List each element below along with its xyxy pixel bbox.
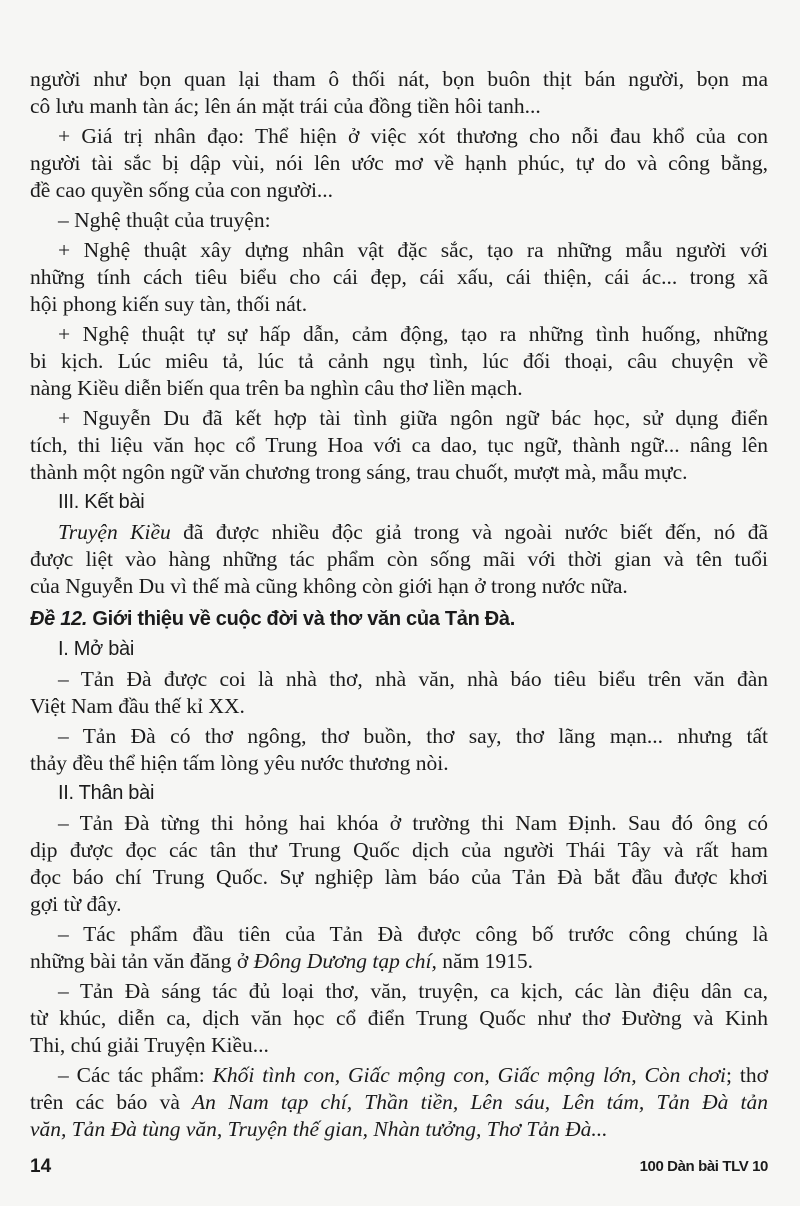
- text-line: [30, 123, 768, 150]
- paragraph: [30, 207, 768, 234]
- text-line: [30, 291, 768, 318]
- text-run: cô lưu manh tàn ác; lên án mặt trái của đồng tiền hôi tanh...: [30, 94, 541, 118]
- text-run: – Tản Đà sáng tác đủ loại thơ, văn, truyện, ca kịch, các làn điệu dân ca,: [58, 979, 768, 1003]
- page-content: [30, 63, 768, 1181]
- text-run: những bài tản văn đăng ở: [30, 949, 254, 973]
- text-line: [30, 693, 768, 720]
- text-run: – Các tác phẩm:: [58, 1063, 213, 1087]
- paragraph: [30, 321, 768, 402]
- paragraph: [30, 666, 768, 720]
- paragraph: [30, 237, 768, 318]
- paragraph: [30, 405, 768, 486]
- paragraph: [30, 123, 768, 204]
- text-run: năm 1915.: [436, 949, 534, 973]
- text-run: gợi từ đây.: [30, 892, 122, 916]
- paragraph: [30, 810, 768, 918]
- text-line: [30, 1005, 768, 1032]
- text-run: – Tản Đà có thơ ngông, thơ buồn, thơ say, thơ lãng mạn... nhưng tất: [58, 724, 768, 748]
- text-run: từ khúc, diễn ca, dịch văn học cổ điển Trung Quốc như thơ Đường và Kinh: [30, 1006, 768, 1030]
- text-line: [30, 1116, 768, 1143]
- text-run: bi kịch. Lúc miêu tả, lúc tả cảnh ngụ tình, lúc đối thoại, câu chuyện về: [30, 349, 768, 373]
- page-body: [30, 66, 768, 1143]
- text-run: đọc báo chí Trung Quốc. Sự nghiệp làm báo của Tản Đà bắt đầu được khơi: [30, 865, 768, 889]
- text-line: [30, 93, 768, 120]
- text-line: [30, 750, 768, 777]
- topic-heading: [30, 606, 768, 633]
- text-line: [30, 891, 768, 918]
- text-line: [30, 864, 768, 891]
- text-run: + Nghệ thuật xây dựng nhân vật đặc sắc, tạo ra những mẫu người với: [58, 238, 768, 262]
- text-run: trên các báo và: [30, 1090, 193, 1114]
- text-run: – Tản Đà từng thi hỏng hai khóa ở trường thi Nam Định. Sau đó ông có: [58, 811, 768, 835]
- italic-title: Đông Dương tạp chí,: [253, 949, 437, 973]
- italic-title: An Nam tạp chí, Thần tiền, Lên sáu, Lên tám, Tản Đà tản: [192, 1090, 769, 1114]
- text-line: [30, 666, 768, 693]
- text-run: được liệt vào hàng những tác phẩm còn sống mãi với thời gian và tên tuổi: [30, 547, 768, 571]
- text-run: những tính cách tiêu biểu cho cái đẹp, cái xấu, cái thiện, cái ác... trong xã: [30, 265, 768, 289]
- italic-title: Truyện Kiều: [58, 520, 171, 544]
- text-line: [30, 723, 768, 750]
- text-line: [30, 177, 768, 204]
- text-run: tích, thi liệu văn học cổ Trung Hoa với ca dao, tục ngữ, thành ngữ... nâng lên: [30, 433, 768, 457]
- text-run: đề cao quyền sống của con người...: [30, 178, 334, 202]
- text-run: thành một ngôn ngữ văn chương trong sáng, trau chuốt, mượt mà, mẫu mực.: [30, 460, 688, 484]
- paragraph: [30, 921, 768, 975]
- text-line: [30, 321, 768, 348]
- text-line: [30, 375, 768, 402]
- text-run: – Tản Đà được coi là nhà thơ, nhà văn, nhà báo tiêu biểu trên văn đàn: [58, 667, 768, 691]
- section-heading: I. Mở bài: [58, 638, 134, 660]
- text-line: [30, 348, 768, 375]
- text-line: [30, 837, 768, 864]
- text-line: [30, 405, 768, 432]
- text-line: [30, 459, 768, 486]
- book-title: 100 Dàn bài TLV 10: [639, 1158, 768, 1175]
- text-run: người tài sắc bị dập vùi, nói lên ước mơ về hạnh phúc, tự do và công bằng,: [30, 151, 768, 175]
- section-heading: III. Kết bài: [58, 491, 145, 513]
- text-run: + Nghệ thuật tự sự hấp dẫn, cảm động, tạo ra những tình huống, những: [58, 322, 768, 346]
- text-run: + Giá trị nhân đạo: Thể hiện ở việc xót thương cho nỗi đau khổ của con: [58, 124, 768, 148]
- text-run: thảy đều thể hiện tấm lòng yêu nước thương nòi.: [30, 751, 449, 775]
- text-run: + Nguyễn Du đã kết hợp tài tình giữa ngôn ngữ bác học, sử dụng điển: [58, 406, 768, 430]
- text-line: [30, 546, 768, 573]
- text-run: dịp được đọc các tân thư Trung Quốc dịch của người Thái Tây và rất ham: [30, 838, 768, 862]
- text-run: đã được nhiều độc giả trong và ngoài nước biết đến, nó đã: [170, 520, 768, 544]
- text-line: [30, 978, 768, 1005]
- text-run: ; thơ: [726, 1063, 768, 1087]
- topic-title: Giới thiệu về cuộc đời và thơ văn của Tản Đà.: [92, 608, 516, 630]
- section-heading: II. Thân bài: [58, 782, 155, 804]
- paragraph: [30, 1062, 768, 1143]
- page-number: 14: [30, 1156, 52, 1177]
- text-line: [30, 1089, 768, 1116]
- text-run: hội phong kiến suy tàn, thối nát.: [30, 292, 308, 316]
- text-line: [30, 519, 768, 546]
- text-line: [30, 264, 768, 291]
- italic-title: Khối tình con, Giấc mộng con, Giấc mộng lớn, Còn chơi: [212, 1063, 727, 1087]
- text-line: [30, 66, 768, 93]
- text-line: [30, 1032, 768, 1059]
- text-line: [30, 573, 768, 600]
- topic-number: Đề 12.: [30, 608, 88, 630]
- text-line: [30, 810, 768, 837]
- text-run: Thi, chú giải Truyện Kiều...: [30, 1033, 269, 1057]
- text-line: [30, 921, 768, 948]
- text-line: [30, 207, 768, 234]
- paragraph: [30, 723, 768, 777]
- text-line: [30, 150, 768, 177]
- text-line: [30, 432, 768, 459]
- text-run: nàng Kiều diễn biến qua trên ba nghìn câu thơ liền mạch.: [30, 376, 523, 400]
- text-line: [30, 1062, 768, 1089]
- text-run: của Nguyễn Du vì thế mà cũng không còn giới hạn ở trong nước nữa.: [30, 574, 628, 598]
- paragraph: [30, 66, 768, 120]
- italic-title: văn, Tản Đà tùng văn, Truyện thế gian, Nhàn tưởng, Thơ Tản Đà...: [30, 1117, 608, 1141]
- paragraph: [30, 978, 768, 1059]
- text-line: [30, 237, 768, 264]
- text-run: Việt Nam đầu thế kỉ XX.: [30, 694, 245, 718]
- paragraph: [30, 519, 768, 600]
- text-run: – Nghệ thuật của truyện:: [58, 208, 271, 232]
- text-run: người như bọn quan lại tham ô thối nát, bọn buôn thịt bán người, bọn ma: [30, 67, 768, 91]
- text-run: – Tác phẩm đầu tiên của Tản Đà được công bố trước công chúng là: [58, 922, 768, 946]
- text-line: [30, 948, 768, 975]
- page-footer: [30, 1155, 768, 1181]
